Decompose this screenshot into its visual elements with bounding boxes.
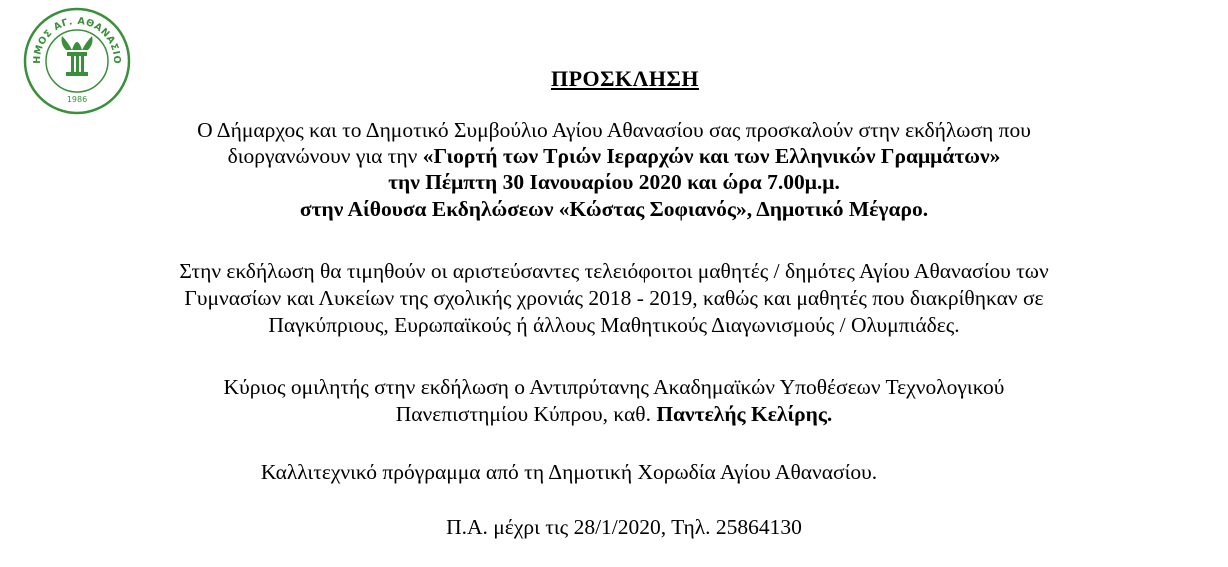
event-venue: στην Αίθουσα Εκδηλώσεων «Κώστας Σοφιανός», Δημοτικό Μέγαρο.: [299, 197, 929, 221]
para1-line2: [0, 143, 1228, 169]
event-name: «Γιορτή των Τριών Ιεραρχών και των Ελληνικών Γραμμάτων»: [422, 144, 1001, 168]
svg-text:1986: 1986: [66, 95, 88, 104]
municipality-logo: [22, 6, 132, 116]
music-programme: Καλλιτεχνικό πρόγραμμα από τη Δημοτική Χορωδία Αγίου Αθανασίου.: [260, 460, 878, 484]
svg-text:ΔΗΜΟΣ ΑΓ. ΑΘΑΝΑΣΙΟΥ: ΗΜΟΣ ΑΓ. ΑΘΑΝΑΣΙΟ: [31, 15, 123, 65]
speaker-name: Παντελής Κελίρης.: [656, 402, 833, 426]
para3-line2-text: Πανεπιστημίου Κύπρου, καθ.: [395, 402, 657, 426]
logo-seal-icon: [22, 6, 132, 116]
para2-line3: Παγκύπριους, Ευρωπαϊκούς ή άλλους Μαθητικούς Διαγωνισμούς / Ολυμπιάδες.: [268, 313, 960, 337]
rsvp-info: Π.Α. μέχρι τις 28/1/2020, Τηλ. 25864130: [446, 515, 802, 539]
para1-line1: Ο Δήμαρχος και το Δημοτικό Συμβούλιο Αγίου Αθανασίου σας προσκαλούν στην εκδήλωση που: [197, 118, 1031, 142]
para1-line2-text: διοργανώνουν για την: [227, 144, 423, 168]
para2-line1: Στην εκδήλωση θα τιμηθούν οι αριστεύσαντες τελειόφοιτοι μαθητές / δημότες Αγίου Αθανασίου των: [179, 259, 1049, 283]
invitation-title: ΠΡΟΣΚΛΗΣΗ: [550, 66, 700, 91]
para3-line1: Κύριος ομιλητής στην εκδήλωση ο Αντιπρύτανης Ακαδημαϊκών Υποθέσεων Τεχνολογικού: [223, 375, 1005, 399]
para3-line2: [0, 401, 1228, 427]
para2-line2: Γυμνασίων και Λυκείων της σχολικής χρονιάς 2018 - 2019, καθώς και μαθητές που διακρίθηκαν σε: [184, 286, 1044, 310]
event-date: την Πέμπτη 30 Ιανουαρίου 2020 και ώρα 7.00μ.μ.: [388, 170, 840, 194]
